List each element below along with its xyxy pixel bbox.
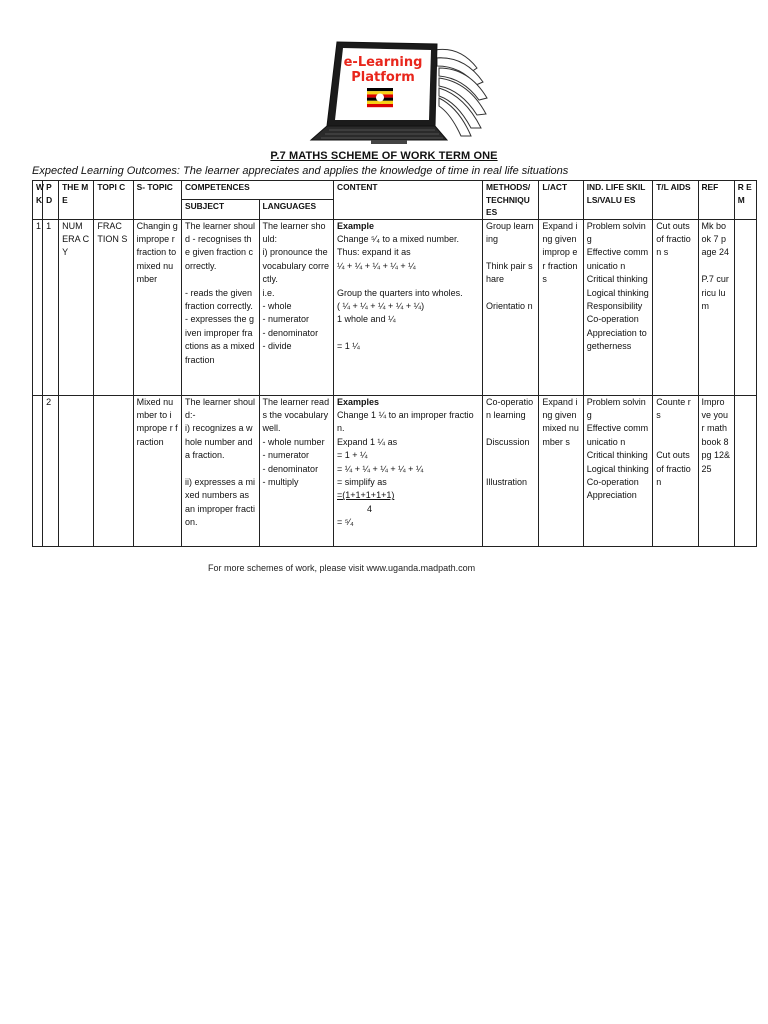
life-skill-line: Critical thinking [586, 274, 648, 285]
cell-methods [483, 395, 539, 546]
cell-theme [59, 395, 94, 546]
life-skill-line: Problem solving [586, 396, 646, 420]
languages-line: - denominator [262, 463, 319, 474]
cell-content [334, 219, 483, 395]
cell-methods [483, 219, 539, 395]
life-skill-line: Responsibility [586, 300, 643, 311]
content-line: = 1 + ¼ [337, 450, 368, 461]
life-skill-line: Co-operation [586, 476, 639, 487]
languages-line: - divide [262, 341, 292, 352]
life-skill-line: Effective communicatio n [586, 423, 649, 447]
cell-life-skills [583, 219, 652, 395]
subject-line [185, 463, 256, 476]
header-topic: TOPI C [94, 181, 133, 220]
header-theme: THE ME [59, 181, 94, 220]
ref-line: Mk book 7 page 24 [701, 220, 730, 258]
cell-subject [182, 219, 260, 395]
languages-line: i.e. [262, 287, 275, 298]
table-row [33, 219, 757, 395]
life-skill-line: Logical thinking [586, 463, 649, 474]
cell-subtopic: Changin g imprope r fraction to mixed number [133, 219, 181, 395]
header-languages: LANGUAGES [259, 200, 334, 219]
languages-line: - numerator [262, 450, 310, 461]
tl-aids-text: Counte rs Cut outs of fraction [656, 396, 691, 487]
content-line: ( ¼ + ¼ + ¼ + ¼ + ¼) [337, 300, 425, 311]
subject-line [185, 273, 256, 286]
languages-line: - whole number [262, 436, 325, 447]
header-lact: L/ACT [539, 181, 583, 220]
content-line: Expand 1 ¼ as [337, 436, 398, 447]
content-heading: Example [337, 220, 375, 231]
life-skill-line: Appreciation togetherness [586, 327, 647, 352]
ref-line: P.7 curricu lum [701, 274, 729, 311]
subject-line: - reads the given fraction correctly. [185, 287, 255, 311]
header-wk: W K [33, 181, 43, 220]
cell-lact: Expand ing given mixed number s [539, 395, 583, 546]
ref-line: Impro ve your math book 8 pg 12&25 [701, 396, 732, 474]
cell-languages [259, 395, 334, 546]
methods-line [486, 287, 535, 300]
subject-line: The learner should - recognises the given fraction correctly. [185, 220, 256, 271]
cell-pd: 1 [43, 219, 59, 395]
languages-line: - whole [262, 300, 292, 311]
cell-life-skills [583, 395, 652, 546]
logo-text-line1: e-Learning [343, 55, 423, 70]
subject-line: ii) expresses a mixed numbers as an improper fraction. [185, 476, 256, 528]
header-subtopic: S- TOPIC [133, 181, 181, 220]
life-skill-line: Critical thinking [586, 450, 648, 461]
book-pages-icon [435, 49, 487, 136]
content-line: Change 1 ¼ to an improper fraction. [337, 409, 474, 434]
header-tl-aids: T/L AIDS [653, 181, 698, 220]
cell-tl-aids [653, 395, 698, 546]
table-header-row [33, 181, 757, 200]
content-line: Thus: expand it as [337, 247, 411, 258]
cell-theme: NUM ERA CY [59, 219, 94, 395]
content-heading: Examples [337, 396, 380, 407]
cell-ref [698, 219, 734, 395]
cell-wk [33, 395, 43, 546]
cell-ref [698, 395, 734, 546]
subject-line: - expresses the given improper fractions as a mixed fraction [185, 314, 258, 365]
cell-tl-aids: Cut outs of fraction s [653, 219, 698, 395]
methods-line [486, 463, 535, 476]
cell-rem [734, 219, 756, 395]
cell-lact: Expand ing given improp er fraction s [539, 219, 583, 395]
methods-line: Group learning [486, 220, 534, 244]
languages-line: - multiply [262, 476, 299, 487]
content-line: = ¼ + ¼ + ¼ + ¼ + ¼ [337, 463, 424, 474]
elearning-platform-logo [285, 38, 490, 150]
content-line: = 1 ¼ [337, 341, 360, 352]
ref-line [702, 260, 731, 273]
logo-text-line2: Platform [351, 70, 415, 85]
content-line: = ⁵⁄₄ [337, 517, 354, 528]
languages-line: The learner reads the vocabulary well. [262, 396, 331, 434]
cell-content [334, 395, 483, 546]
header-rem: R E M [734, 181, 756, 220]
life-skill-line: Effective communicatio n [586, 247, 649, 271]
subject-line: The learner should:- [185, 396, 256, 420]
document-title: P.7 MATHS SCHEME OF WORK TERM ONE [270, 150, 498, 162]
content-line: 4 [337, 503, 373, 514]
languages-line: i) pronounce the vocabulary correctly. [262, 247, 331, 285]
content-line: =(1+1+1+1+1) [337, 490, 395, 501]
methods-line [486, 449, 535, 462]
cell-rem [734, 395, 756, 546]
content-line [337, 327, 479, 340]
header-content: CONTENT [334, 181, 483, 220]
cell-languages [259, 219, 334, 395]
methods-line [486, 246, 535, 259]
header-competences: COMPETENCES [182, 181, 334, 200]
methods-line: Orientatio n [486, 300, 533, 311]
cell-pd: 2 [43, 395, 59, 546]
header-life-skills: IND. LIFE SKILLS/VALU ES [583, 181, 652, 220]
content-line: Change ⁵⁄₄ to a mixed number. [337, 233, 460, 244]
content-line: = simplify as [337, 476, 387, 487]
header-pd: P D [43, 181, 59, 220]
expected-learning-outcomes: Expected Learning Outcomes: The learner appreciates and applies the knowledge of time in real life situations [32, 165, 569, 177]
cell-subtopic: Mixed number to imprope r fraction [133, 395, 181, 546]
table-row [33, 395, 757, 546]
content-line [337, 273, 479, 286]
languages-line: The learner should: [262, 220, 326, 244]
cell-subject [182, 395, 260, 546]
life-skill-line: Logical thinking [586, 287, 649, 298]
content-line: Group the quarters into wholes. [337, 287, 463, 298]
subject-line: i) recognizes a whole number and a fraction. [185, 423, 256, 461]
life-skill-line: Appreciation [586, 490, 637, 501]
content-line: 1 whole and ¼ [337, 314, 396, 325]
footer-note: For more schemes of work, please visit www.uganda.madpath.com [208, 563, 476, 573]
uganda-flag-icon [367, 88, 393, 107]
languages-line: - numerator [262, 314, 310, 325]
header-methods: METHODS/ TECHNIQU ES [483, 181, 539, 220]
cell-topic: FRAC TION S [94, 219, 133, 395]
content-line: ¼ + ¼ + ¼ + ¼ + ¼ [337, 260, 416, 271]
life-skill-line: Co-operation [586, 314, 639, 325]
methods-line: Discussion [486, 436, 530, 447]
cell-topic [94, 395, 133, 546]
methods-line [486, 422, 535, 435]
methods-line: Think pair share [486, 260, 533, 285]
cell-wk: 1 [33, 219, 43, 395]
methods-line: Illustration [486, 476, 528, 487]
scheme-of-work-table [32, 180, 757, 547]
header-subject: SUBJECT [182, 200, 260, 219]
methods-line: Co-operation learning [486, 396, 534, 420]
life-skill-line: Problem solving [586, 220, 646, 244]
languages-line: - denominator [262, 327, 319, 338]
header-ref: REF [698, 181, 734, 220]
